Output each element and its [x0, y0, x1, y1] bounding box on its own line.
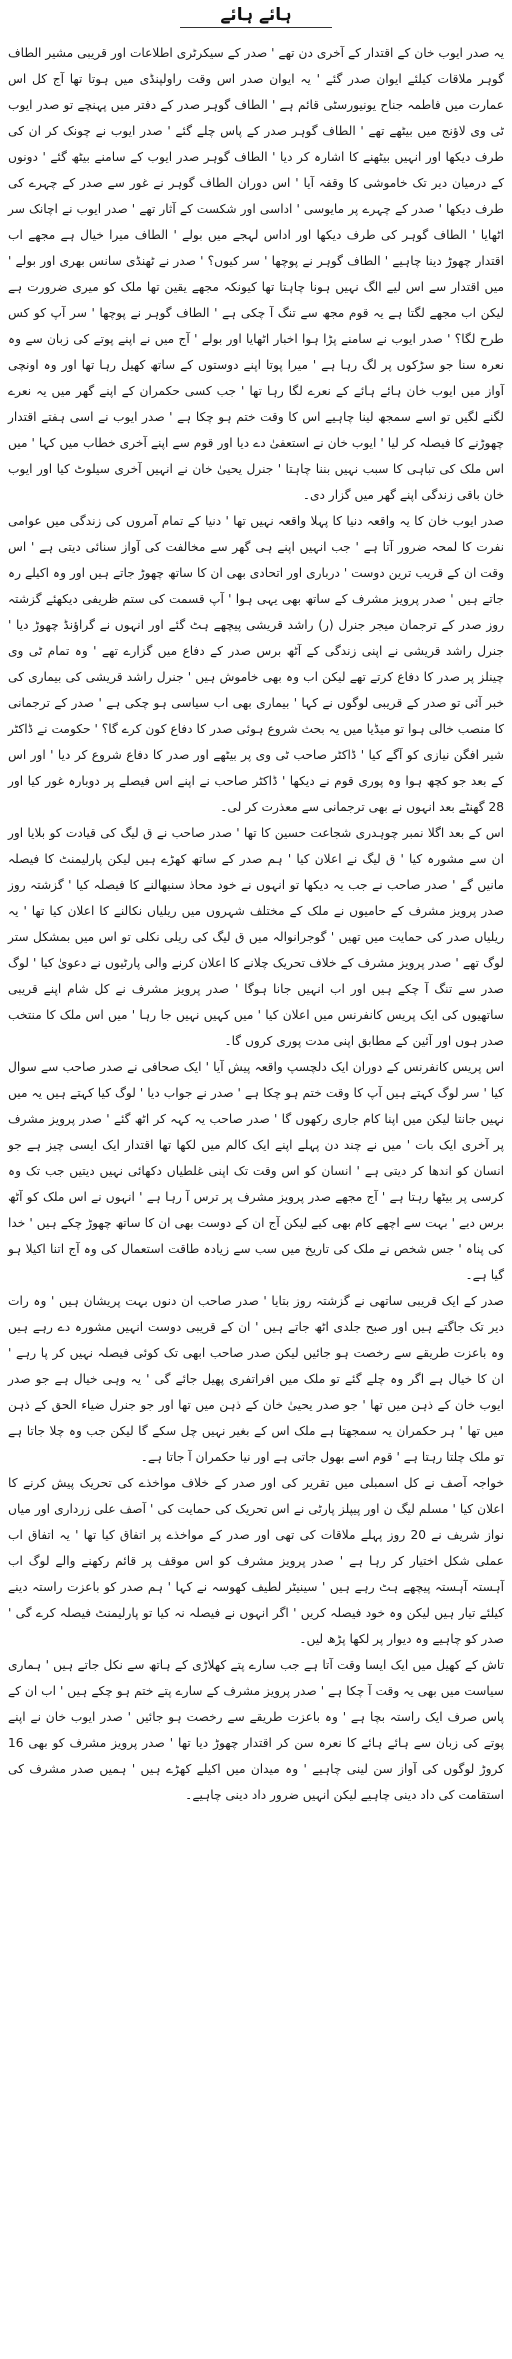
- paragraph-4: اس پریس کانفرنس کے دوران ایک دلچسپ واقعہ پیش آیا ' ایک صحافی نے صدر صاحب سے سوال کیا ' سر لوگ کہتے ہیں آپ کا وقت ختم ہو چکا ہے ' صدر نے جواب دیا ' لوگ کیا کہتے ہیں یہ میں نہیں جانتا لیکن میں اپنا کام جاری رکھوں گا ' صدر صاحب یہ کہہ کر اٹھ گئے ' صدر پرویز مشرف پر آخری ایک بات ' میں نے چند دن پہلے اپنے ایک کالم میں لکھا تھا اقتدار ایک ایسی چیز ہے جو انسان کو اندھا کر دیتی ہے ' انسان کو اس وقت تک اپنی غلطیاں دکھائی نہیں دیتیں جب تک وہ کرسی پر بیٹھا رہتا ہے ' آج مجھے صدر پرویز مشرف پر ترس آ رہا ہے ' انہوں نے اس ملک کو آٹھ برس دیے ' بہت سے اچھے کام بھی کیے لیکن آج ان کے دوست بھی ان کا ساتھ چھوڑ چکے ہیں ' خدا کی پناہ ' جس شخص نے ملک کی تاریخ میں سب سے زیادہ طاقت استعمال کی وہ آج اتنا اکیلا ہو گیا ہے۔: [8, 1060, 504, 1282]
- paragraph-5: صدر کے ایک قریبی ساتھی نے گزشتہ روز بتایا ' صدر صاحب ان دنوں بہت پریشان ہیں ' وہ رات دیر تک جاگتے ہیں اور صبح جلدی اٹھ جاتے ہیں ' ان کے قریبی دوست انہیں مشورہ دے رہے ہیں وہ باعزت طریقے سے رخصت ہو جائیں لیکن صدر صاحب ابھی تک کوئی فیصلہ نہیں کر پا رہے ' ان کا خیال ہے اگر وہ چلے گئے تو ملک میں افراتفری پھیل جائے گی ' یہ وہی خیال ہے جو صدر ایوب خان کے ذہن میں تھا ' جو صدر یحییٰ خان کے ذہن میں تھا اور جو جنرل ضیاء الحق کے ذہن میں تھا ' ہر حکمران یہ سمجھتا ہے ملک اس کے بغیر نہیں چل سکے گا لیکن جب وہ چلا جاتا ہے تو ملک چلتا رہتا ہے ' قوم اسے بھول جاتی ہے اور نیا حکمران آ جاتا ہے۔: [8, 1294, 504, 1464]
- title-wrap: [0, 4, 512, 28]
- paragraph-7: تاش کے کھیل میں ایک ایسا وقت آتا ہے جب سارے پتے کھلاڑی کے ہاتھ سے نکل جاتے ہیں ' ہماری سیاست میں بھی یہ وقت آ چکا ہے ' صدر پرویز مشرف کے سارے پتے ختم ہو چکے ہیں ' اب ان کے پاس صرف ایک راستہ بچا ہے ' وہ باعزت طریقے سے رخصت ہو جائیں ' صدر ایوب خان نے اپنے پوتے کی زبان سے ہائے ہائے کا نعرہ سن کر اقتدار چھوڑ دیا تھا ' صدر پرویز مشرف کو بھی 16 کروڑ لوگوں کی آواز سن لینی چاہیے ' وہ میدان میں اکیلے کھڑے ہیں ' ہمیں صدر مشرف کی استقامت کی داد دینی چاہیے لیکن انہیں ضرور داد دینی چاہیے۔: [8, 1658, 504, 1802]
- paragraph-6: خواجہ آصف نے کل اسمبلی میں تقریر کی اور صدر کے خلاف مواخذے کی تحریک پیش کرنے کا اعلان کیا ' مسلم لیگ ن اور پیپلز پارٹی نے اس تحریک کی حمایت کی ' آصف علی زرداری اور میاں نواز شریف نے 20 روز پہلے ملاقات کی تھی اور صدر کے مواخذے پر اتفاق کیا تھا ' یہ اتفاق اب عملی شکل اختیار کر رہا ہے ' صدر پرویز مشرف کو اس موقف پر قائم رکھنے والے لوگ اب آہستہ آہستہ پیچھے ہٹ رہے ہیں ' سینیٹر لطیف کھوسہ نے کہا ' ہم صدر کو باعزت راستہ دینے کیلئے تیار ہیں لیکن وہ خود فیصلہ کریں ' اگر انہوں نے فیصلہ نہ کیا تو پارلیمنٹ فیصلہ کرے گی ' صدر کو چاہیے وہ دیوار پر لکھا پڑھ لیں۔: [8, 1476, 504, 1646]
- paragraph-3: اس کے بعد اگلا نمبر چوہدری شجاعت حسین کا تھا ' صدر صاحب نے ق لیگ کی قیادت کو بلایا اور ان سے مشورہ کیا ' ق لیگ نے اعلان کیا ' ہم صدر کے ساتھ کھڑے ہیں لیکن پارلیمنٹ کا فیصلہ مانیں گے ' صدر صاحب نے جب یہ دیکھا تو انہوں نے خود محاذ سنبھالنے کا فیصلہ کیا ' گزشتہ روز صدر پرویز مشرف کے حامیوں نے ملک کے مختلف شہروں میں ریلیاں نکالنے کا اعلان کیا تھا ' یہ ریلیاں صدر کی حمایت میں تھیں ' گوجرانوالہ میں ق لیگ کی ریلی نکلی تو اس میں بمشکل ستر لوگ تھے ' صدر پرویز مشرف کے خلاف تحریک چلانے کا اعلان کرنے والی پارٹیوں نے دعویٰ کیا ' لوگ صدر سے تنگ آ چکے ہیں اور اب انہیں جانا ہوگا ' صدر پرویز مشرف نے کل شام اپنے قریبی ساتھیوں کی ایک پریس کانفرنس میں اعلان کیا ' میں کہیں نہیں جا رہا ' میں اس ملک کا منتخب صدر ہوں اور آئین کے مطابق اپنی مدت پوری کروں گا۔: [8, 826, 504, 1048]
- paragraph-1: یہ صدر ایوب خان کے اقتدار کے آخری دن تھے ' صدر کے سیکرٹری اطلاعات اور قریبی مشیر الطاف گوہر ملاقات کیلئے ایوان صدر گئے ' یہ ایوان صدر اس وقت راولپنڈی میں ہوتا تھا آج کل اس عمارت میں فاطمہ جناح یونیورسٹی قائم ہے ' الطاف گوہر صدر کے دفتر میں پہنچے تو صدر ایوب ٹی وی لاؤنج میں بیٹھے تھے ' الطاف گوہر صدر کے پاس چلے گئے ' صدر ایوب نے چونک کر ان کی طرف دیکھا اور انہیں بیٹھنے کا اشارہ کر دیا ' الطاف گوہر صدر ایوب کے سامنے بیٹھ گئے ' دونوں کے درمیان دیر تک خاموشی کا وقفہ آیا ' اس دوران الطاف گوہر نے غور سے صدر کے چہرے کی طرف دیکھا ' صدر کے چہرے پر مایوسی ' اداسی اور شکست کے آثار تھے ' صدر ایوب نے اچانک سر اٹھایا ' الطاف گوہر کی طرف دیکھا اور اداس لہجے میں بولے ' الطاف میرا خیال ہے مجھے اب اقتدار چھوڑ دینا چاہیے ' الطاف گوہر نے پوچھا ' سر کیوں؟ ' صدر نے ٹھنڈی سانس بھری اور بولے ' میں اقتدار سے اس لیے الگ نہیں ہونا چاہتا تھا کیونکہ مجھے یقین تھا ملک کو میری ضرورت ہے لیکن اب مجھے لگتا ہے یہ قوم مجھ سے تنگ آ چکی ہے ' الطاف گوہر نے پوچھا ' سر آپ کو کس طرح لگا؟ ' صدر ایوب نے سامنے پڑا ہوا اخبار اٹھایا اور بولے ' آج میں نے اپنے پوتے کی زبان سے وہ نعرہ سنا جو سڑکوں پر لگ رہا ہے ' میرا پوتا اپنے دوستوں کے ساتھ کھیل رہا تھا اور وہ اونچی آواز میں ایوب خان ہائے ہائے کے نعرے لگا رہا تھا ' جب کسی حکمران کے اپنے گھر میں یہ نعرے لگنے لگیں تو اسے سمجھ لینا چاہیے اس کا وقت ختم ہو چکا ہے ' صدر ایوب نے اسی ہفتے اقتدار چھوڑنے کا فیصلہ کر لیا ' ایوب خان نے استعفیٰ دے دیا اور قوم سے اپنے آخری خطاب میں کہا ' میں اس ملک کی تباہی کا سبب نہیں بننا چاہتا ' جنرل یحییٰ خان نے انہیں آخری سیلوٹ کیا اور ایوب خان باقی زندگی اپنے گھر میں گزار دی۔: [8, 46, 504, 502]
- paragraph-2: صدر ایوب خان کا یہ واقعہ دنیا کا پہلا واقعہ نہیں تھا ' دنیا کے تمام آمروں کی زندگی میں عوامی نفرت کا لمحہ ضرور آتا ہے ' جب انہیں اپنے ہی گھر سے مخالفت کی آواز سنائی دیتی ہے ' اس وقت ان کے قریب ترین دوست ' درباری اور اتحادی بھی ان کا ساتھ چھوڑ جاتے ہیں اور وہ اکیلے رہ جاتے ہیں ' صدر پرویز مشرف کے ساتھ بھی یہی ہوا ' آپ قسمت کی ستم ظریفی دیکھئے گزشتہ روز صدر کے ترجمان میجر جنرل (ر) راشد قریشی پیچھے ہٹ گئے اور انہوں نے گراؤنڈ چھوڑ دیا ' جنرل راشد قریشی نے اپنی زندگی کے آٹھ برس صدر کے دفاع میں گزارے تھے ' وہ تمام ٹی وی چینلز پر صدر کا دفاع کرتے تھے لیکن اب وہ بھی خاموش ہیں ' جنرل راشد قریشی کی بیماری کی خبر آئی تو صدر کے قریبی لوگوں نے کہا ' بیماری بھی اب سیاسی ہو چکی ہے ' صدر کے ترجمانی کا منصب خالی ہوا تو میڈیا میں یہ بحث شروع ہوئی صدر کا دفاع کون کرے گا؟ ' حکومت نے ڈاکٹر شیر افگن نیازی کو آگے کیا ' ڈاکٹر صاحب ٹی وی پر بیٹھے اور صدر کا دفاع شروع کر دیا ' اور اس کے بعد جو کچھ ہوا وہ پوری قوم نے دیکھا ' ڈاکٹر صاحب نے اپنے اس فیصلے پر دوبارہ غور کیا اور 28 گھنٹے بعد انہوں نے بھی ترجمانی سے معذرت کر لی۔: [8, 514, 504, 814]
- column-title: ہائے ہائے: [180, 4, 331, 28]
- column-body: [8, 40, 504, 1808]
